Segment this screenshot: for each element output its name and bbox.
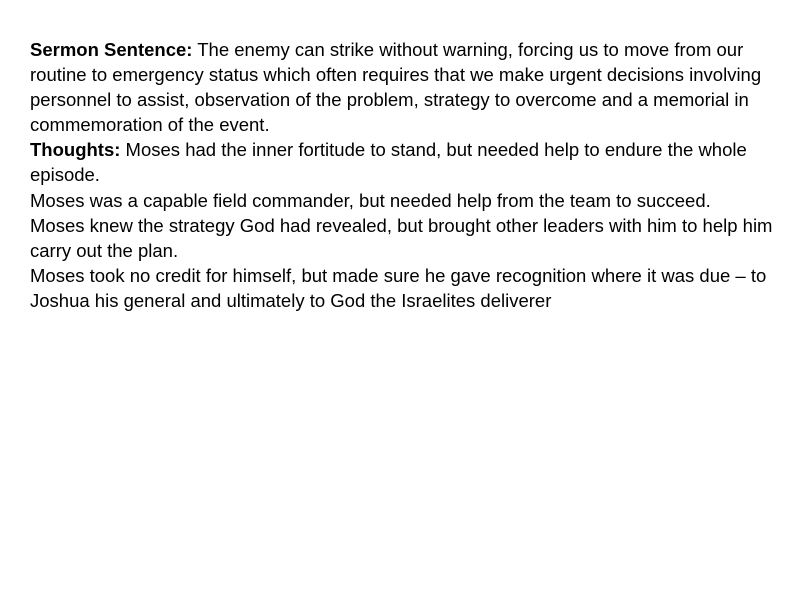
thoughts-text: Moses had the inner fortitude to stand, but needed help to endure the whole episode. — [30, 139, 747, 186]
sermon-sentence-label: Sermon Sentence: — [30, 39, 193, 60]
thought-point-1: Moses was a capable field commander, but needed help from the team to succeed. — [30, 189, 711, 211]
thoughts-paragraph — [30, 137, 775, 187]
thought-point-2: Moses knew the strategy God had revealed, but brought other leaders with him to help him carry out the plan. — [30, 214, 773, 261]
thoughts-label: Thoughts: — [30, 139, 121, 161]
sermon-sentence-paragraph — [30, 37, 775, 137]
slide-text-body — [30, 37, 775, 313]
sermon-sentence-text: The enemy can strike without warning, forcing us to move from our routine to emergency status which often requires that we make urgent decisions involving personnel to assist, observation of the problem, strategy to overcome and a memorial in commemoration of the event. — [30, 39, 762, 136]
thought-point-3: Moses took no credit for himself, but made sure he gave recognition where it was due – to Joshua his general and ultimately to God the Israelites deliverer — [30, 264, 767, 311]
